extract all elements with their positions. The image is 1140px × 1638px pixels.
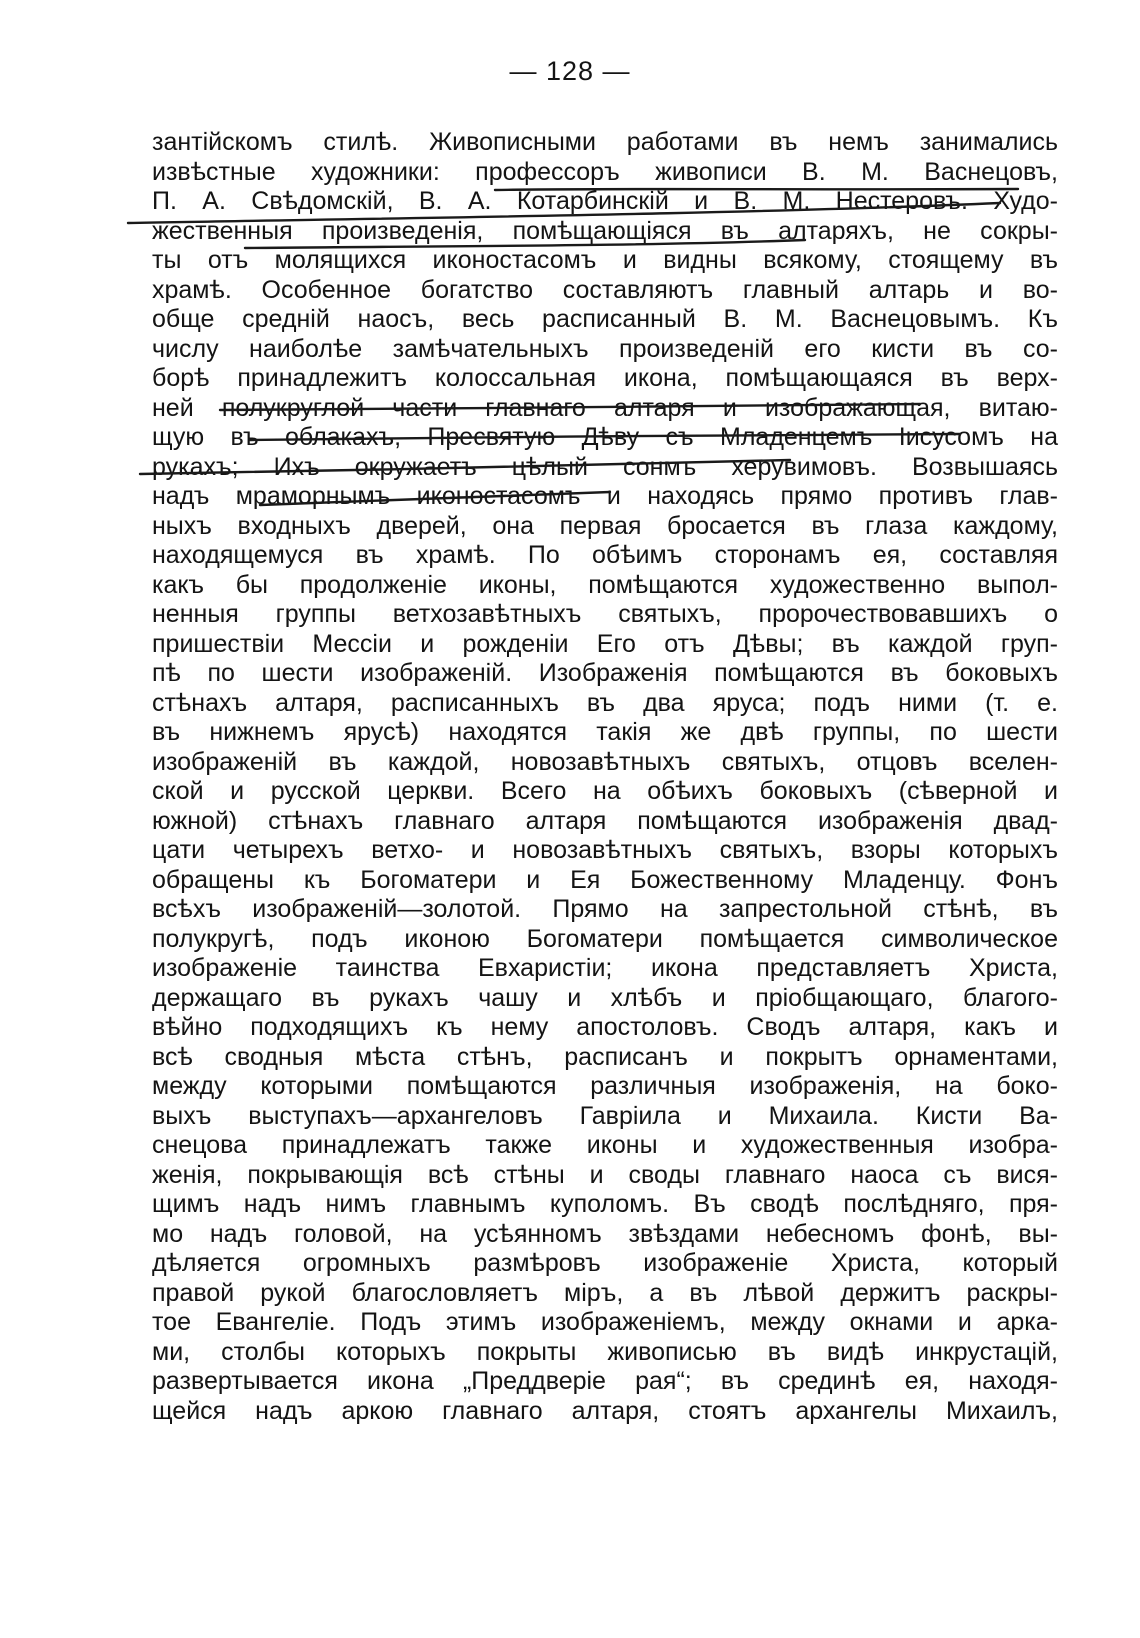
text-line: держащаго въ рукахъ чашу и хлѣбъ и пріобщающаго, благого-: [152, 983, 1058, 1012]
text-line: храмѣ. Особенное богатство составляютъ главный алтарь и во-: [152, 275, 1058, 304]
text-line: ней полукруглой части главнаго алтаря и изображающая, витаю-: [152, 393, 1058, 422]
text-line: развертывается икона „Преддверіе рая“; въ срединѣ ея, находя-: [152, 1367, 1058, 1395]
text-line: изображеніе таинства Евхаристіи; икона представляетъ Христа,: [152, 954, 1058, 982]
text-line: ми, столбы которыхъ покрыты живописью въ видѣ инкрустацій,: [152, 1337, 1058, 1366]
text-line: женія, покрывающія всѣ стѣны и своды главнаго наоса съ вися-: [152, 1160, 1058, 1189]
text-line: щимъ надъ нимъ главнымъ куполомъ. Въ сводѣ послѣдняго, пря-: [152, 1190, 1058, 1218]
text-line: жественныя произведенія, помѣщающіяся въ алтаряхъ, не сокры-: [152, 216, 1058, 245]
text-line: рукахъ; Ихъ окружаетъ цѣлый сонмъ херувимовъ. Возвышаясь: [152, 452, 1058, 481]
text-line: обращены къ Богоматери и Ея Божественному Младенцу. Фонъ: [152, 865, 1058, 894]
text-line: мо надъ головой, на усѣянномъ звѣздами небесномъ фонѣ, вы-: [152, 1219, 1058, 1248]
text-line: полукругѣ, подъ иконою Богоматери помѣщается символическое: [152, 924, 1058, 953]
text-line: тое Евангеліе. Подъ этимъ изображеніемъ, между окнами и арка-: [152, 1308, 1058, 1336]
text-line: южной) стѣнахъ главнаго алтаря помѣщаются изображенія двад-: [152, 806, 1058, 835]
text-line: стѣнахъ алтаря, расписанныхъ въ два яруса; подъ ними (т. е.: [152, 688, 1058, 717]
text-line: П. А. Свѣдомскій, В. А. Котарбинскій и В. М. Нестеровъ. Худо-: [152, 187, 1058, 215]
text-line: въ нижнемъ ярусѣ) находятся такія же двѣ группы, по шести: [152, 718, 1058, 746]
text-line: щую въ облакахъ, Пресвятую Дѣву съ Младенцемъ Іисусомъ на: [152, 423, 1058, 451]
text-line: изображеній въ каждой, новозавѣтныхъ святыхъ, отцовъ вселен-: [152, 747, 1058, 776]
text-line: пѣ по шести изображеній. Изображенія помѣщаются въ боковыхъ: [152, 659, 1058, 687]
body-text: [152, 128, 1058, 1426]
text-line: правой рукой благословляетъ міръ, а въ лѣвой держитъ раскры-: [152, 1278, 1058, 1307]
text-line: снецова принадлежатъ также иконы и художественныя изобра-: [152, 1131, 1058, 1159]
text-line: числу наиболѣе замѣчательныхъ произведеній его кисти въ со-: [152, 334, 1058, 363]
text-line: выхъ выступахъ—архангеловъ Гавріила и Михаила. Кисти Ва-: [152, 1101, 1058, 1130]
text-line: ты отъ молящихся иконостасомъ и видны всякому, стоящему въ: [152, 246, 1058, 274]
text-line: зантійскомъ стилѣ. Живописными работами въ немъ занимались: [152, 128, 1058, 156]
text-line: какъ бы продолженіе иконы, помѣщаются художественно выпол-: [152, 570, 1058, 599]
text-line: дѣляется огромныхъ размѣровъ изображеніе Христа, который: [152, 1249, 1058, 1277]
text-line: между которыми помѣщаются различныя изображенія, на боко-: [152, 1072, 1058, 1100]
text-line: всѣ сводныя мѣста стѣнъ, расписанъ и покрытъ орнаментами,: [152, 1042, 1058, 1071]
page-number: — 128 —: [509, 56, 631, 86]
text-line: цати четырехъ ветхо- и новозавѣтныхъ святыхъ, взоры которыхъ: [152, 836, 1058, 864]
text-line: надъ мраморнымъ иконостасомъ и находясь прямо противъ глав-: [152, 482, 1058, 510]
text-line: обще средній наосъ, весь расписанный В. М. Васнецовымъ. Къ: [152, 305, 1058, 333]
text-line: вѣйно подходящихъ къ нему апостоловъ. Сводъ алтаря, какъ и: [152, 1013, 1058, 1041]
text-line: находящемуся въ храмѣ. По обѣимъ сторонамъ ея, составляя: [152, 541, 1058, 569]
text-line: всѣхъ изображеній—золотой. Прямо на запрестольной стѣнѣ, въ: [152, 895, 1058, 923]
text-line: борѣ принадлежитъ колоссальная икона, помѣщающаяся въ верх-: [152, 364, 1058, 392]
text-line: ненныя группы ветхозавѣтныхъ святыхъ, пророчествовавшихъ о: [152, 600, 1058, 628]
text-line: ныхъ входныхъ дверей, она первая бросается въ глаза каждому,: [152, 511, 1058, 540]
text-line: извѣстные художники: профессоръ живописи В. М. Васнецовъ,: [152, 157, 1058, 186]
text-line: щейся надъ аркою главнаго алтаря, стоятъ архангелы Михаилъ,: [152, 1396, 1058, 1425]
text-line: пришествіи Мессіи и рожденіи Его отъ Дѣвы; въ каждой груп-: [152, 629, 1058, 658]
text-line: ской и русской церкви. Всего на обѣихъ боковыхъ (сѣверной и: [152, 777, 1058, 805]
